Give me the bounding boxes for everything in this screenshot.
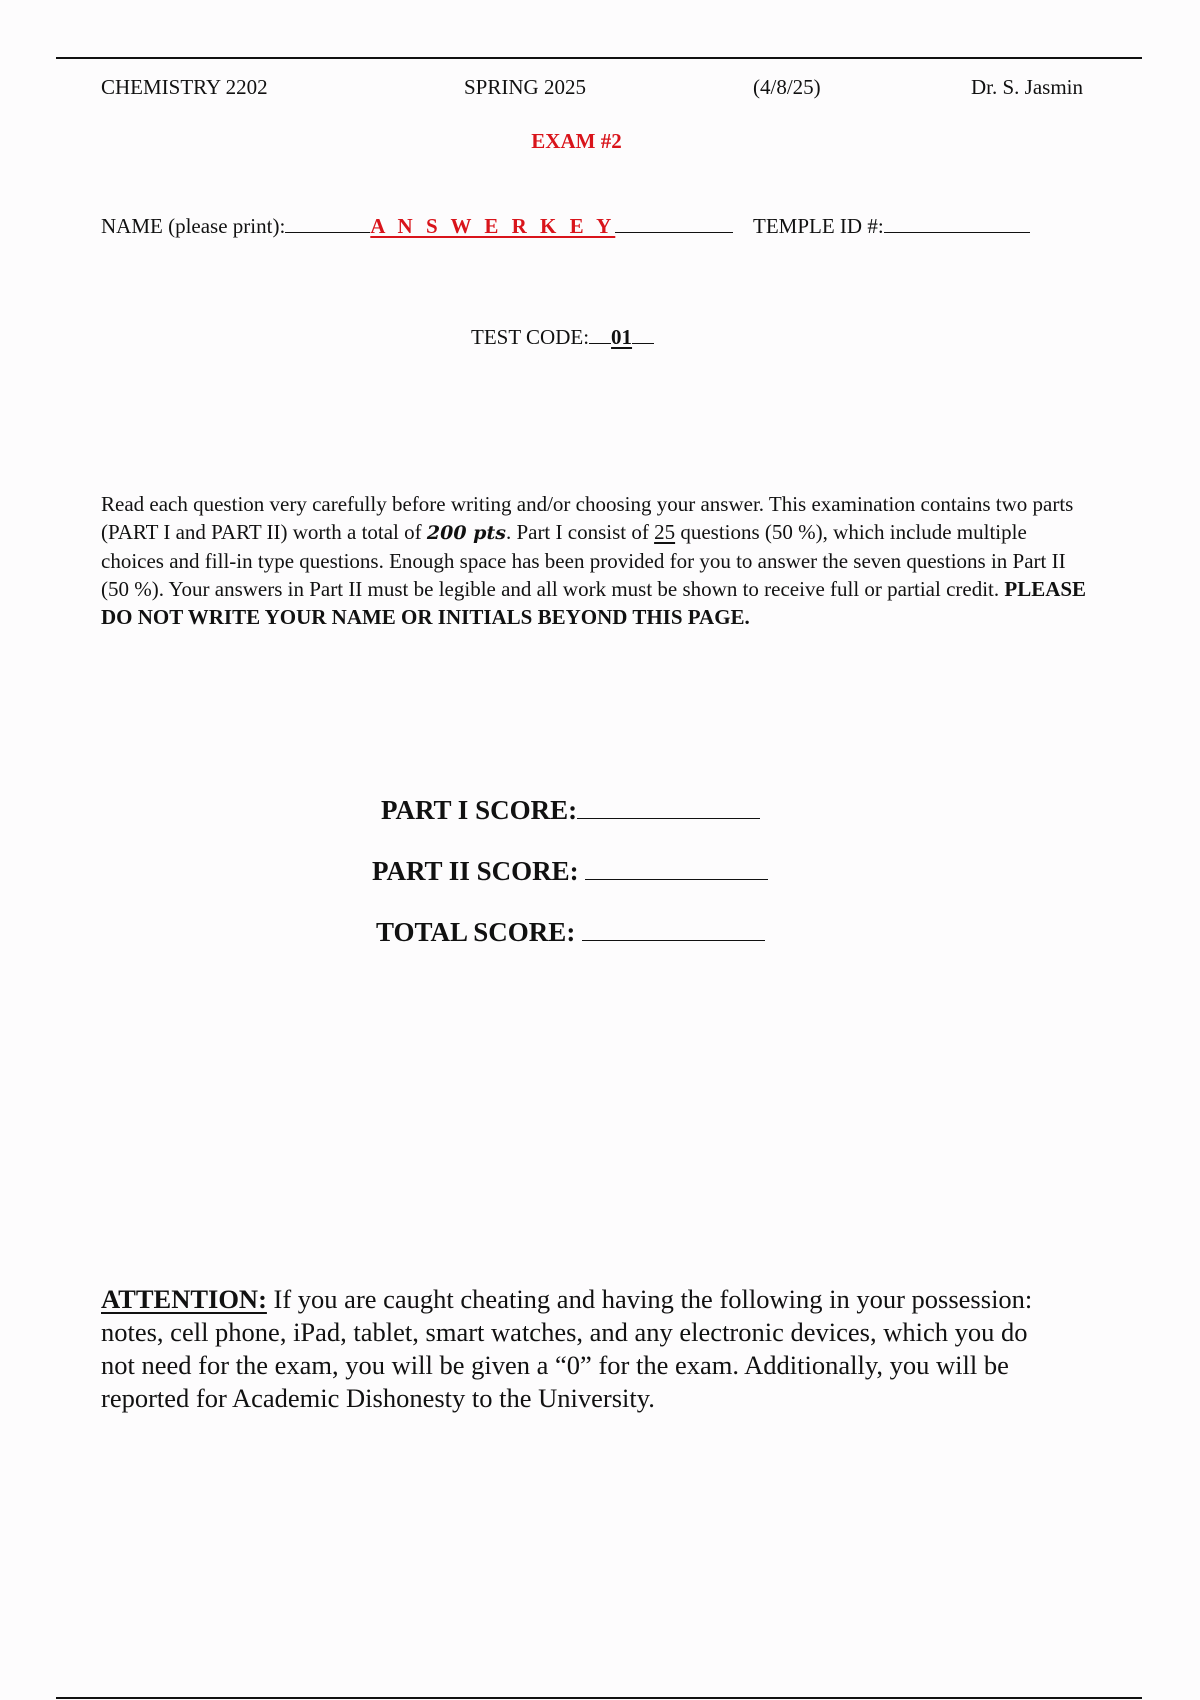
instructions-text-1: Read each question very carefully before writing and/or choosing your answer. This examination contains two parts (PART I and PART II) worth a total of: [101, 492, 1074, 544]
instructions-text-2: . Part I consist of: [505, 520, 655, 544]
course-name: CHEMISTRY 2202: [101, 75, 268, 99]
top-rule: [56, 57, 1142, 59]
name-blank-trailing: [615, 214, 733, 233]
test-code-field[interactable]: [471, 325, 654, 350]
attention-text: If you are caught cheating and having the following in your possession: notes, cell phone, iPad, tablet, smart watches, and any electronic devices, which you do not need for the exam, you will be given a “0” for the exam. Additionally, you will be reported for Academic Dishonesty to the University.: [101, 1284, 1033, 1413]
exam-date: (4/8/25): [753, 75, 821, 99]
test-code-blank-trailing: [632, 325, 654, 344]
temple-id-label: TEMPLE ID #:: [753, 214, 884, 238]
instructions-paragraph: [101, 490, 1091, 631]
temple-id-field[interactable]: [753, 214, 1030, 239]
attention-label: ATTENTION:: [101, 1284, 267, 1314]
total-points: 200 pts: [426, 522, 506, 544]
part2-score-field[interactable]: [372, 856, 768, 887]
total-score-field[interactable]: [376, 917, 765, 948]
bottom-rule: [56, 1697, 1142, 1699]
question-count: 25: [654, 520, 676, 544]
part1-score-label: PART I SCORE:: [381, 795, 578, 825]
test-code-label: TEST CODE:: [471, 325, 590, 349]
instructions-text-3: questions (50 %), which include multiple choices and fill-in type questions. Enough space has been provided for you to answer the seven questions in Part II (50 %). Your answers in Part II must be legible and all work must be shown to receive full or partial credit.: [101, 520, 1066, 601]
total-score-blank: [582, 918, 765, 941]
test-code-blank-leading: [589, 325, 611, 344]
part1-score-field[interactable]: [381, 795, 760, 826]
temple-id-blank: [884, 214, 1030, 233]
instructor-name: Dr. S. Jasmin: [971, 75, 1084, 99]
total-score-label: TOTAL SCORE:: [376, 917, 576, 947]
test-code-value: 01: [611, 325, 633, 349]
semester: SPRING 2025: [464, 75, 586, 99]
answer-key-text: A N S W E R K E Y: [370, 214, 616, 238]
part1-score-blank: [577, 796, 760, 819]
name-field[interactable]: [101, 214, 733, 239]
attention-notice: [101, 1283, 1061, 1415]
name-label: NAME (please print):: [101, 214, 286, 238]
part2-score-blank: [585, 857, 768, 880]
part2-score-label: PART II SCORE:: [372, 856, 579, 886]
name-blank-leading: [285, 214, 370, 233]
instructions-warning: PLEASE DO NOT WRITE YOUR NAME OR INITIALS BEYOND THIS PAGE.: [101, 577, 1087, 629]
exam-title: EXAM #2: [531, 129, 622, 153]
